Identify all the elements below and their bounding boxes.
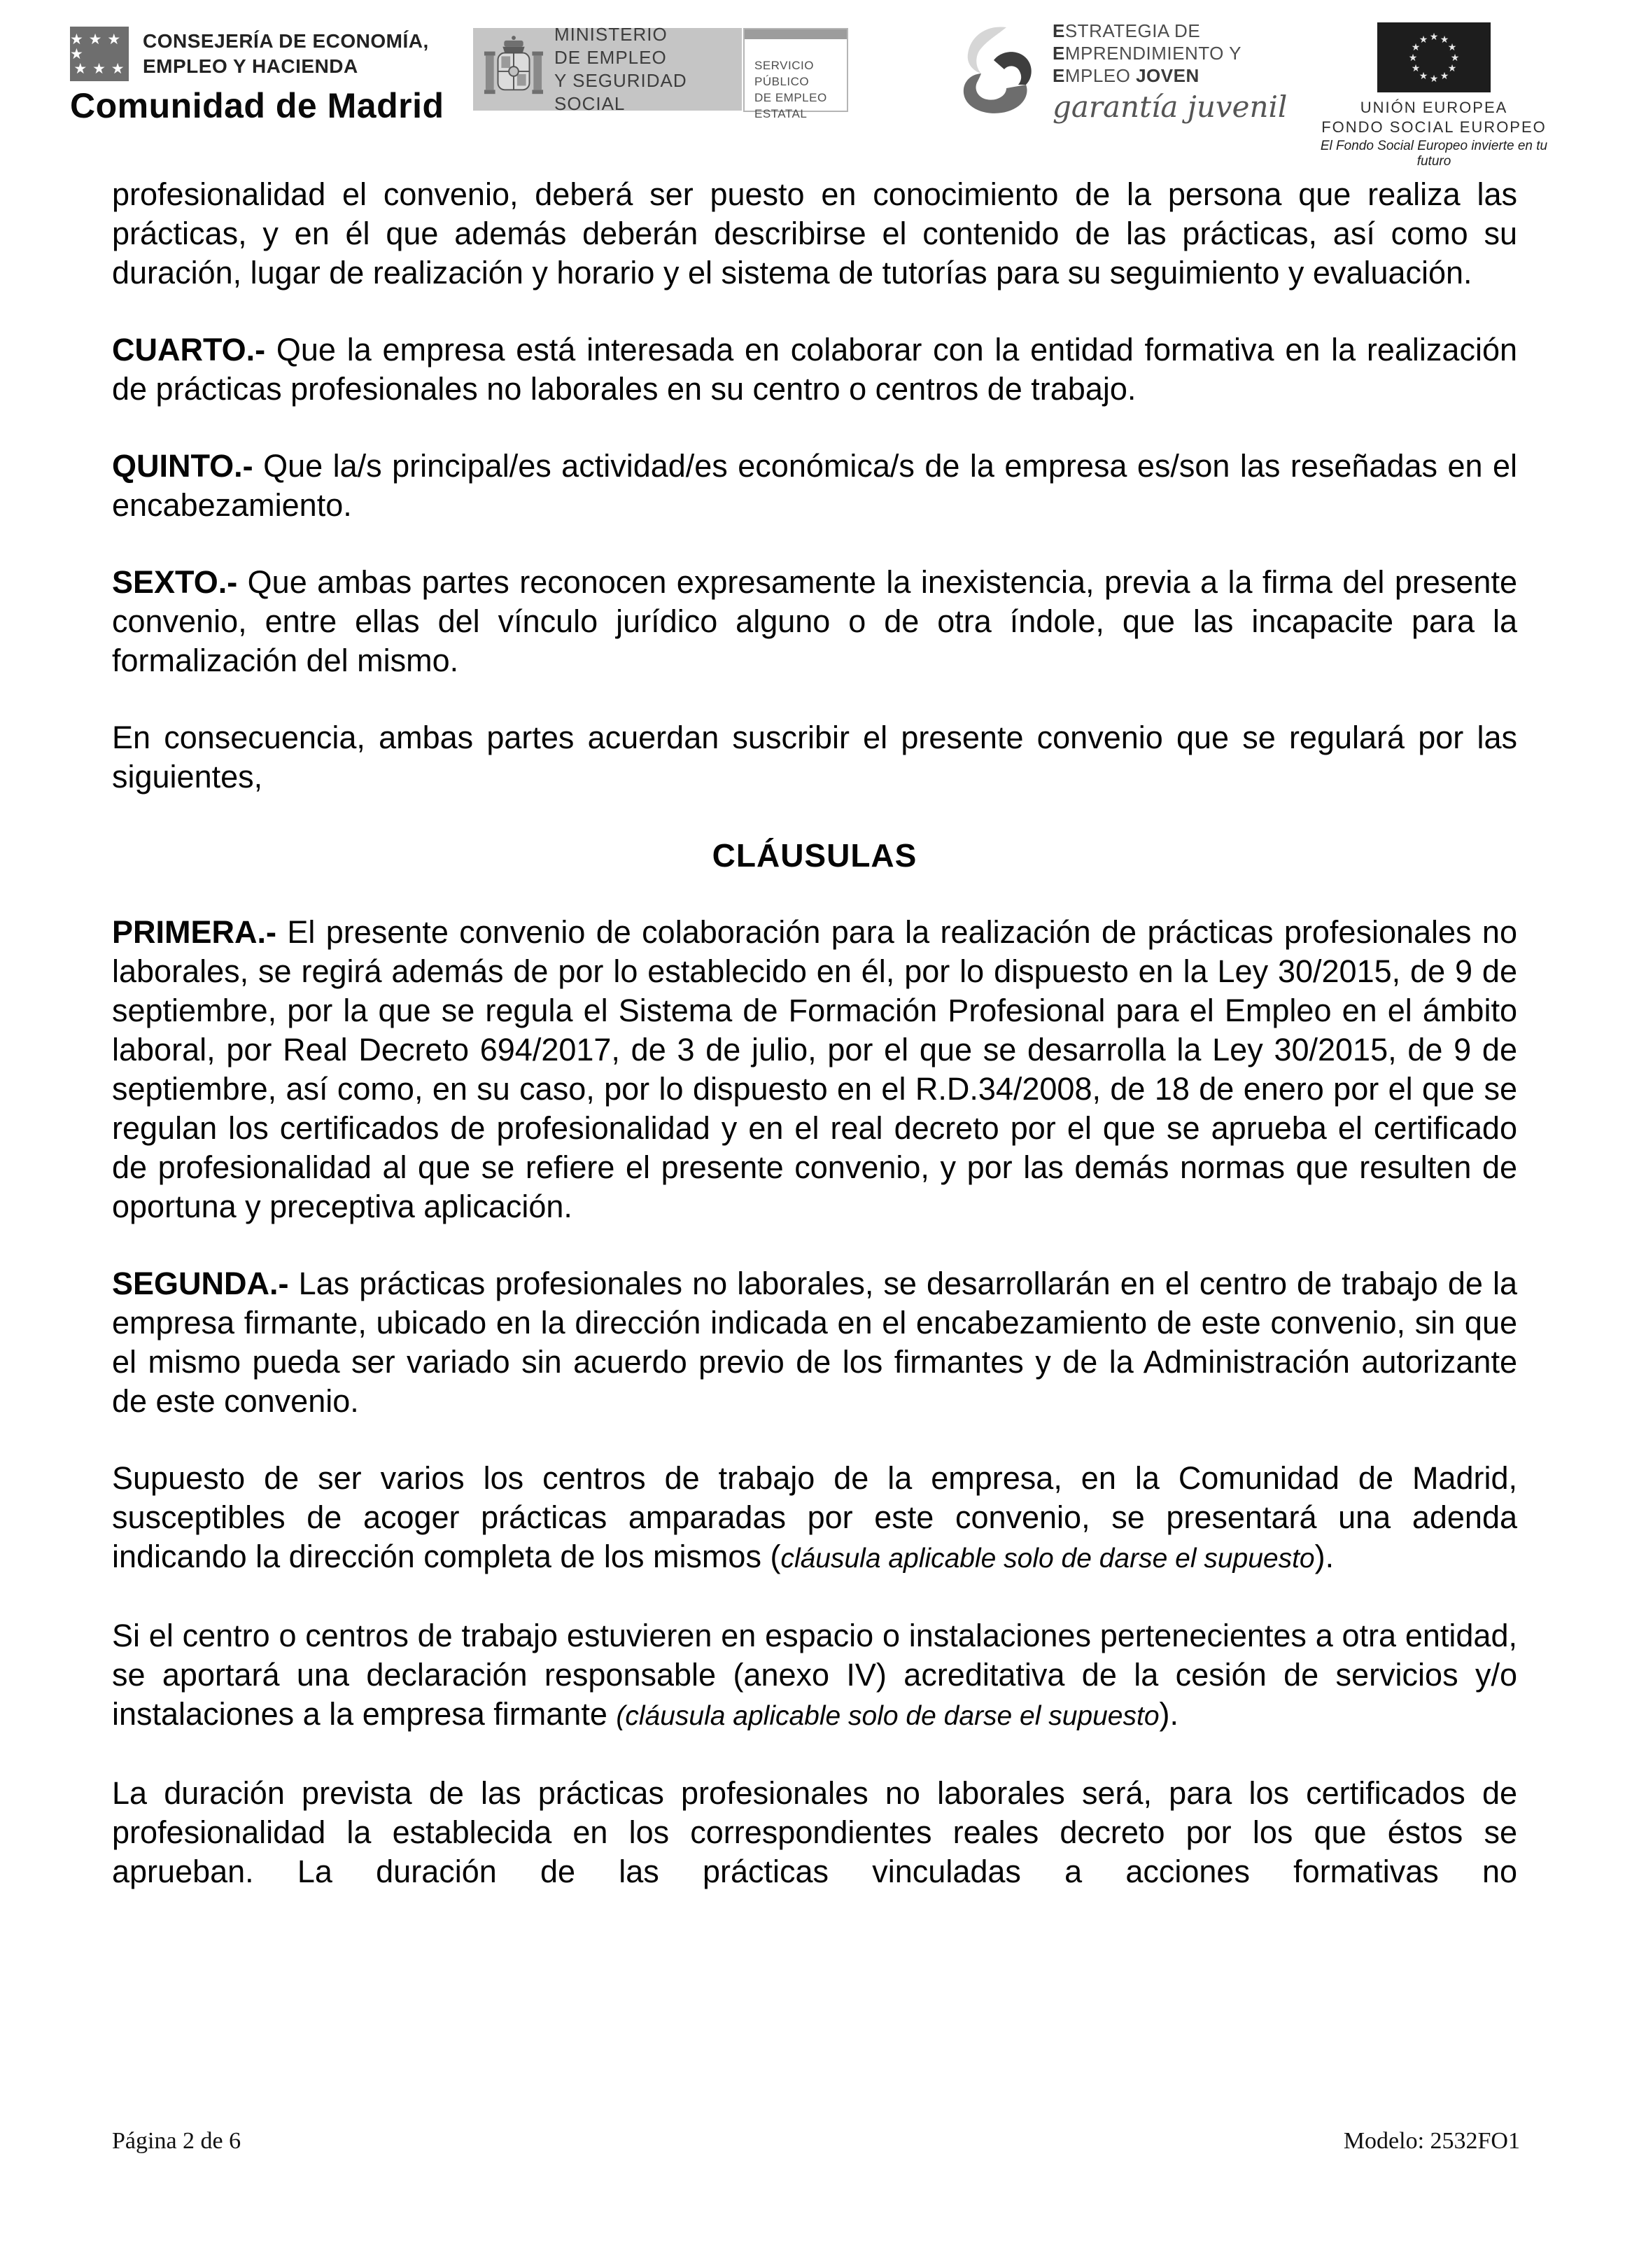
svg-text:★: ★	[1411, 62, 1421, 74]
madrid-flag-stars-row2: ★ ★ ★	[73, 60, 125, 77]
sepe-line2: DE EMPLEO ESTATAL	[754, 91, 827, 120]
paragraph-sexto	[112, 563, 1517, 680]
document-body	[112, 175, 1517, 1929]
supuesto-text1: Supuesto de ser varios los centros de trabajo de la empresa, en la Comunidad de Madrid, susceptibles de acoger prácticas amparadas por este convenio, se presentará una adenda indicando la dirección completa de los mismos (	[112, 1460, 1517, 1574]
garantia-juvenil-text	[1053, 20, 1287, 124]
paragraph-duracion	[112, 1774, 1517, 1891]
estrategia-line3-normal: EMPLEO	[1053, 65, 1137, 86]
garantia-juvenil-spiral-icon	[945, 23, 1043, 121]
primera-text: El presente convenio de colaboración para la realización de prácticas profesionales no laborales, se regirá además de por lo establecido en él, por lo dispuesto en la Ley 30/2015, de 9 de septiembre, por la que se regula el Sistema de Formación Profesional para el Empleo en el ámbito laboral, por Real Decreto 694/2017, de 3 de julio, por el que se desarrolla la Ley 30/2015, de 9 de septiembre, así como, en su caso, por lo dispuesto en el R.D.34/2008, de 18 de enero por el que se regulan los certificados de profesionalidad y en el real decreto por el que se aprueba el certificado de profesionalidad al que se refiere el presente convenio, y por las demás normas que resulten de oportuna y preceptiva aplicación.	[112, 914, 1517, 1224]
madrid-department-name	[143, 29, 429, 79]
eu-line2: FONDO SOCIAL EUROPEO	[1321, 118, 1547, 136]
spain-coat-of-arms-icon	[483, 34, 544, 104]
svg-text:★: ★	[1429, 31, 1439, 42]
paragraph-segunda	[112, 1264, 1517, 1421]
paragraph-primera	[112, 913, 1517, 1226]
paragraph-consecuencia	[112, 718, 1517, 797]
paragraph-centros	[112, 1616, 1517, 1736]
svg-text:★: ★	[1447, 62, 1457, 74]
ministerio-line2: DE EMPLEO	[554, 47, 667, 68]
page-number: Página 2 de 6	[112, 2128, 241, 2154]
duracion-text: La duración prevista de las prácticas profesionales no laborales será, para los certificados de profesionalidad la establecida en los correspondientes reales decreto por los que éstos se aprueban. La duración de las prácticas vinculadas a acciones formativas no	[112, 1775, 1517, 1889]
estrategia-line2: EMPRENDIMIENTO Y	[1053, 43, 1241, 64]
estrategia-line3	[1053, 64, 1287, 87]
comunidad-madrid-logo	[70, 27, 444, 126]
model-number: Modelo: 2532FO1	[1343, 2128, 1520, 2154]
ministerio-logo-band	[473, 24, 742, 114]
ministerio-name	[554, 23, 742, 115]
supuesto-italic-note: cláusula aplicable solo de darse el supuesto	[780, 1544, 1315, 1574]
centros-text1: Si el centro o centros de trabajo estuvieren en espacio o instalaciones pertenecientes a otra entidad, se aportará una declaración responsable (anexo IV) acreditativa de la cesión de servicios y/o instalaciones a la empresa firmante	[112, 1618, 1517, 1732]
ministerio-line1: MINISTERIO	[554, 24, 668, 45]
svg-text:★: ★	[1440, 34, 1449, 45]
consecuencia-text: En consecuencia, ambas partes acuerdan suscribir el presente convenio que se regulará por las siguientes,	[112, 720, 1517, 794]
madrid-dept-line1: CONSEJERÍA DE ECONOMÍA,	[143, 30, 429, 52]
svg-text:★: ★	[1419, 70, 1428, 81]
sepe-name	[745, 39, 847, 122]
svg-text:★: ★	[1450, 52, 1460, 63]
svg-text:★: ★	[1440, 70, 1449, 81]
segunda-text: Las prácticas profesionales no laborales, se desarrollarán en el centro de trabajo de la empresa firmante, ubicado en la dirección indicada en el encabezamiento de este convenio, sin que el mismo pueda ser variado sin acuerdo previo de los firmantes y de la Administración autorizante de este convenio.	[112, 1266, 1517, 1419]
paragraph-continuation-text: profesionalidad el convenio, deberá ser puesto en conocimiento de la persona que realiza las prácticas, y en él que además deberán describirse el contenido de las prácticas, así como su duración, lugar de realización y horario y el sistema de tutorías para su seguimiento y evaluación.	[112, 176, 1517, 290]
segunda-lead: SEGUNDA.-	[112, 1266, 289, 1301]
sexto-text: Que ambas partes reconocen expresamente la inexistencia, previa a la firma del presente convenio, entre ellas del vínculo jurídico alguno o de otra índole, que las incapacite para la formalización del mismo.	[112, 564, 1517, 678]
cuarto-text: Que la empresa está interesada en colaborar con la entidad formativa en la realización de prácticas profesionales no laborales en su centro o centros de trabajo.	[112, 332, 1517, 407]
ministerio-line3: Y SEGURIDAD SOCIAL	[554, 70, 687, 114]
supuesto-text2: ).	[1314, 1539, 1335, 1574]
estrategia-line3-bold: JOVEN	[1136, 65, 1200, 86]
page-footer	[112, 2128, 1520, 2155]
madrid-logo-row	[70, 27, 444, 81]
sepe-box-top-band	[745, 29, 847, 39]
sexto-lead: SEXTO.-	[112, 564, 238, 600]
cuarto-lead: CUARTO.-	[112, 332, 266, 368]
madrid-flag-icon	[70, 27, 129, 81]
primera-lead: PRIMERA.-	[112, 914, 276, 950]
paragraph-continuation	[112, 175, 1517, 293]
eu-fse-logo	[1312, 22, 1556, 169]
garantia-juvenil-logo	[945, 20, 1287, 124]
quinto-lead: QUINTO.-	[112, 448, 253, 484]
paragraph-quinto	[112, 447, 1517, 525]
estrategia-line1: ESTRATEGIA DE	[1053, 20, 1201, 41]
svg-text:★: ★	[1419, 34, 1428, 45]
eu-line1: UNIÓN EUROPEA	[1360, 99, 1508, 116]
svg-text:★: ★	[1411, 41, 1421, 52]
madrid-dept-line2: EMPLEO Y HACIENDA	[143, 55, 358, 77]
quinto-text: Que la/s principal/es actividad/es económica/s de la empresa es/son las reseñadas en el encabezamiento.	[112, 448, 1517, 523]
sepe-logo-box	[743, 28, 848, 120]
madrid-brand-wordmark: Comunidad de Madrid	[70, 86, 444, 125]
centros-text2: ).	[1159, 1696, 1179, 1732]
centros-italic-note: (cláusula aplicable solo de darse el supuesto	[616, 1701, 1160, 1731]
garantia-juvenil-script: garantía juvenil	[1053, 90, 1288, 124]
paragraph-cuarto	[112, 330, 1517, 409]
madrid-flag-stars-row1: ★ ★ ★ ★	[70, 31, 122, 62]
svg-text:★: ★	[1408, 52, 1418, 63]
sepe-line1: SERVICIO PÚBLICO	[754, 59, 814, 88]
paragraph-supuesto	[112, 1459, 1517, 1578]
svg-text:★: ★	[1429, 73, 1439, 84]
clausulas-heading: CLÁUSULAS	[712, 837, 917, 874]
eu-line3: El Fondo Social Europeo invierte en tu futuro	[1320, 139, 1548, 169]
eu-flag-icon	[1377, 22, 1491, 92]
svg-text:★: ★	[1447, 41, 1457, 52]
